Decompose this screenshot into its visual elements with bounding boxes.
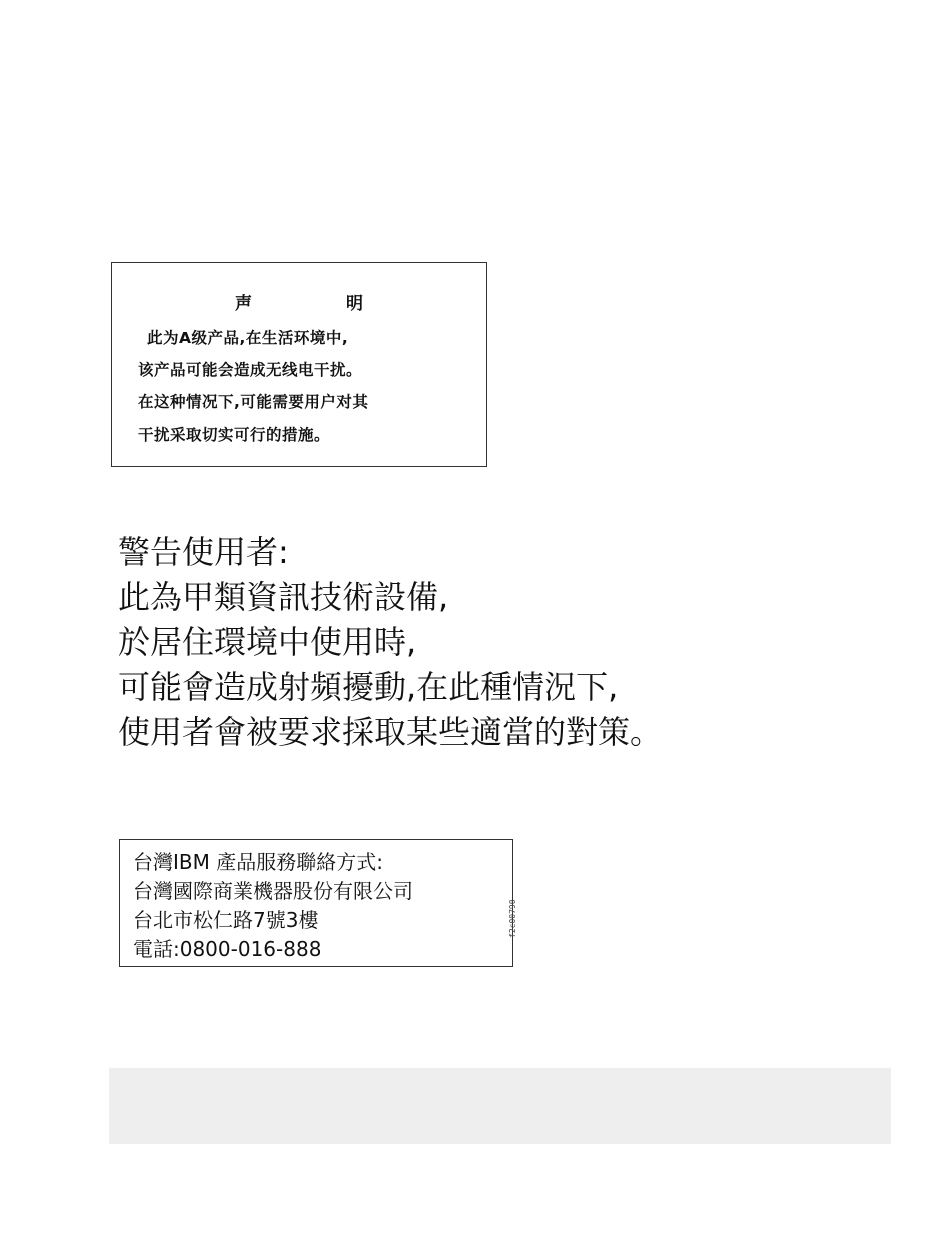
warning-line: 於居住環境中使用時, <box>118 623 417 661</box>
contact-line: 台灣IBM 產品服務聯絡方式: <box>133 850 383 874</box>
notice-line: 在这种情况下,可能需要用户对其 <box>138 393 369 411</box>
warning-heading: 警告使用者: <box>118 533 289 571</box>
notice-line: 此为A级产品,在生活环境中, <box>147 329 349 347</box>
notice-line: 干扰采取切实可行的措施。 <box>138 426 331 444</box>
contact-line: 台北市松仁路7號3樓 <box>133 908 319 932</box>
traditional-chinese-warning <box>118 530 662 755</box>
notice-line: 该产品可能会造成无线电干扰。 <box>138 361 363 379</box>
notice-title: 声 明 <box>235 294 407 314</box>
figure-code: f2c00790 <box>508 899 517 938</box>
ibm-taiwan-contact-box <box>119 839 513 967</box>
footer-band <box>109 1068 891 1144</box>
warning-line: 可能會造成射頻擾動,在此種情況下, <box>118 668 619 706</box>
simplified-chinese-notice-box <box>111 262 487 467</box>
warning-line: 使用者會被要求採取某些適當的對策。 <box>118 713 663 751</box>
contact-line: 電話:0800-016-888 <box>133 937 322 961</box>
warning-line: 此為甲類資訊技術設備, <box>118 578 449 616</box>
contact-line: 台灣國際商業機器股份有限公司 <box>133 879 413 903</box>
